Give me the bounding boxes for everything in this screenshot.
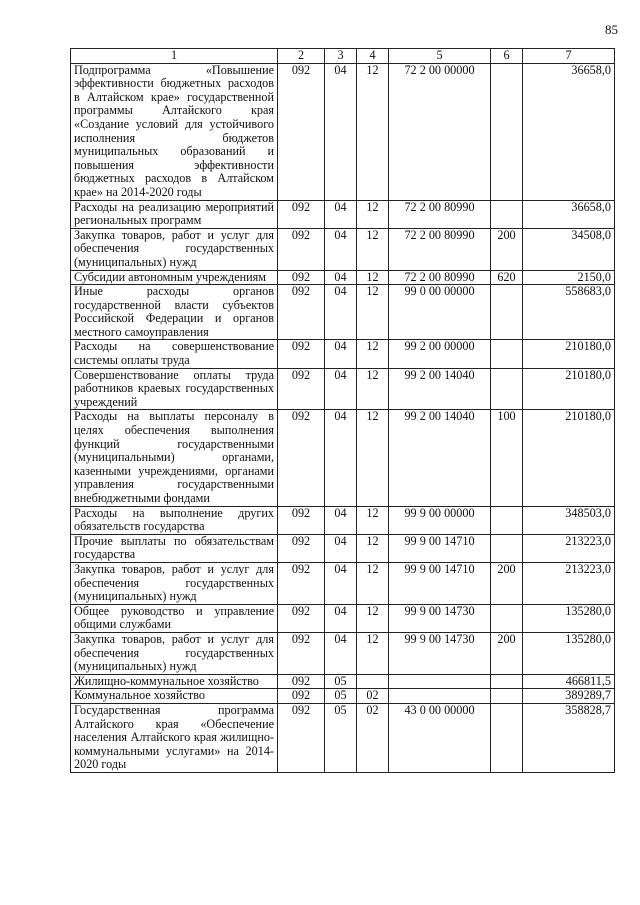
row-name: Жилищно-коммунальное хозяйство: [71, 674, 278, 689]
target-code: [389, 689, 491, 704]
target-code: [389, 674, 491, 689]
amount: 210180,0: [523, 368, 615, 410]
ministry-code: 092: [278, 674, 325, 689]
subsection-code: 12: [357, 604, 389, 632]
page-number: 85: [605, 22, 618, 37]
table-row: [71, 285, 615, 340]
column-header: 2: [278, 49, 325, 64]
target-code: 72 2 00 80990: [389, 200, 491, 228]
column-header: 1: [71, 49, 278, 64]
target-code: 99 9 00 14730: [389, 632, 491, 674]
section-code: 05: [325, 689, 357, 704]
expense-type-code: [491, 604, 523, 632]
amount: 348503,0: [523, 506, 615, 534]
subsection-code: 12: [357, 340, 389, 368]
row-name: Субсидии автономным учреждениям: [71, 270, 278, 285]
amount: 210180,0: [523, 340, 615, 368]
amount: 466811,5: [523, 674, 615, 689]
table-row: [71, 632, 615, 674]
expense-type-code: [491, 200, 523, 228]
ministry-code: 092: [278, 228, 325, 270]
amount: 135280,0: [523, 632, 615, 674]
target-code: 72 2 00 00000: [389, 63, 491, 200]
row-name: Коммунальное хозяйство: [71, 689, 278, 704]
amount: 558683,0: [523, 285, 615, 340]
subsection-code: 12: [357, 270, 389, 285]
amount: 36658,0: [523, 63, 615, 200]
amount: 210180,0: [523, 410, 615, 506]
expense-type-code: [491, 368, 523, 410]
expense-type-code: [491, 506, 523, 534]
section-code: 04: [325, 200, 357, 228]
table-row: [71, 674, 615, 689]
ministry-code: 092: [278, 534, 325, 562]
subsection-code: 12: [357, 562, 389, 604]
ministry-code: 092: [278, 270, 325, 285]
row-name: Расходы на реализацию мероприятий региональных программ: [71, 200, 278, 228]
subsection-code: 12: [357, 285, 389, 340]
row-name: Расходы на выплаты персоналу в целях обеспечения выполнения функций государственными (муниципальными) органами, казенными учреждениями, органами управления государственными внебюджетными фондами: [71, 410, 278, 506]
subsection-code: 12: [357, 368, 389, 410]
column-header: 7: [523, 49, 615, 64]
table-row: [71, 368, 615, 410]
table-row: [71, 270, 615, 285]
expense-type-code: 620: [491, 270, 523, 285]
subsection-code: [357, 674, 389, 689]
amount: 389289,7: [523, 689, 615, 704]
column-header: 6: [491, 49, 523, 64]
row-name: Общее руководство и управление общими службами: [71, 604, 278, 632]
target-code: 43 0 00 00000: [389, 703, 491, 772]
table-row: [71, 63, 615, 200]
expense-type-code: 100: [491, 410, 523, 506]
expense-type-code: [491, 340, 523, 368]
subsection-code: 12: [357, 63, 389, 200]
row-name: Государственная программа Алтайского края «Обеспечение населения Алтайского края жилищно-коммунальными услугами» на 2014-2020 годы: [71, 703, 278, 772]
section-code: 05: [325, 703, 357, 772]
amount: 213223,0: [523, 562, 615, 604]
section-code: 04: [325, 270, 357, 285]
subsection-code: 02: [357, 703, 389, 772]
table-row: [71, 604, 615, 632]
subsection-code: 12: [357, 534, 389, 562]
amount: 135280,0: [523, 604, 615, 632]
expense-type-code: [491, 534, 523, 562]
table-row: [71, 689, 615, 704]
ministry-code: 092: [278, 703, 325, 772]
subsection-code: 02: [357, 689, 389, 704]
target-code: 99 2 00 14040: [389, 368, 491, 410]
subsection-code: 12: [357, 506, 389, 534]
section-code: 04: [325, 562, 357, 604]
table-row: [71, 506, 615, 534]
section-code: 05: [325, 674, 357, 689]
subsection-code: 12: [357, 410, 389, 506]
table-row: [71, 410, 615, 506]
ministry-code: 092: [278, 340, 325, 368]
section-code: 04: [325, 506, 357, 534]
expense-type-code: [491, 63, 523, 200]
table-row: [71, 200, 615, 228]
section-code: 04: [325, 368, 357, 410]
subsection-code: 12: [357, 632, 389, 674]
target-code: 99 9 00 14710: [389, 534, 491, 562]
ministry-code: 092: [278, 285, 325, 340]
row-name: Иные расходы органов государственной власти субъектов Российской Федерации и органов местного самоуправления: [71, 285, 278, 340]
ministry-code: 092: [278, 604, 325, 632]
table-row: [71, 228, 615, 270]
subsection-code: 12: [357, 200, 389, 228]
expense-type-code: [491, 703, 523, 772]
target-code: 72 2 00 80990: [389, 270, 491, 285]
row-name: Закупка товаров, работ и услуг для обеспечения государственных (муниципальных) нужд: [71, 632, 278, 674]
ministry-code: 092: [278, 410, 325, 506]
target-code: 99 0 00 00000: [389, 285, 491, 340]
column-header: 3: [325, 49, 357, 64]
expense-type-code: 200: [491, 228, 523, 270]
table-row: [71, 562, 615, 604]
ministry-code: 092: [278, 632, 325, 674]
amount: 36658,0: [523, 200, 615, 228]
row-name: Подпрограмма «Повышение эффективности бюджетных расходов в Алтайском крае» государственной программы Алтайского края «Создание условий для устойчивого исполнения бюджетов муниципальных образований и повышения эффективности бюджетных расходов в Алтайском крае» на 2014-2020 годы: [71, 63, 278, 200]
column-header: 4: [357, 49, 389, 64]
expense-type-code: [491, 689, 523, 704]
target-code: 72 2 00 80990: [389, 228, 491, 270]
row-name: Закупка товаров, работ и услуг для обеспечения государственных (муниципальных) нужд: [71, 228, 278, 270]
target-code: 99 9 00 14730: [389, 604, 491, 632]
subsection-code: 12: [357, 228, 389, 270]
expense-type-code: 200: [491, 562, 523, 604]
section-code: 04: [325, 63, 357, 200]
section-code: 04: [325, 340, 357, 368]
ministry-code: 092: [278, 200, 325, 228]
header-row: [71, 49, 615, 64]
table-row: [71, 340, 615, 368]
section-code: 04: [325, 228, 357, 270]
ministry-code: 092: [278, 506, 325, 534]
row-name: Совершенствование оплаты труда работников краевых государственных учреждений: [71, 368, 278, 410]
budget-table: [70, 48, 615, 773]
table-row: [71, 534, 615, 562]
row-name: Закупка товаров, работ и услуг для обеспечения государственных (муниципальных) нужд: [71, 562, 278, 604]
amount: 34508,0: [523, 228, 615, 270]
row-name: Прочие выплаты по обязательствам государства: [71, 534, 278, 562]
row-name: Расходы на выполнение других обязательств государства: [71, 506, 278, 534]
amount: 213223,0: [523, 534, 615, 562]
amount: 358828,7: [523, 703, 615, 772]
target-code: 99 9 00 14710: [389, 562, 491, 604]
section-code: 04: [325, 534, 357, 562]
target-code: 99 9 00 00000: [389, 506, 491, 534]
section-code: 04: [325, 285, 357, 340]
section-code: 04: [325, 604, 357, 632]
amount: 2150,0: [523, 270, 615, 285]
column-header: 5: [389, 49, 491, 64]
ministry-code: 092: [278, 689, 325, 704]
ministry-code: 092: [278, 368, 325, 410]
expense-type-code: 200: [491, 632, 523, 674]
ministry-code: 092: [278, 63, 325, 200]
expense-type-code: [491, 285, 523, 340]
target-code: 99 2 00 00000: [389, 340, 491, 368]
target-code: 99 2 00 14040: [389, 410, 491, 506]
section-code: 04: [325, 410, 357, 506]
section-code: 04: [325, 632, 357, 674]
table-row: [71, 703, 615, 772]
ministry-code: 092: [278, 562, 325, 604]
row-name: Расходы на совершенствование системы оплаты труда: [71, 340, 278, 368]
expense-type-code: [491, 674, 523, 689]
